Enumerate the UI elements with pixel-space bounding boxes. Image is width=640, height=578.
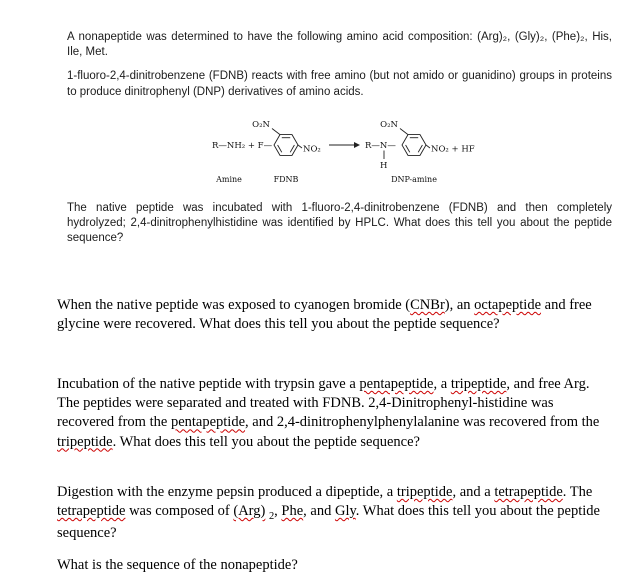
misspelled-word: (Arg) [233, 503, 266, 520]
subscript-two: 2 [268, 511, 275, 523]
text-segment: , and a [452, 483, 495, 500]
question-trypsin [57, 375, 614, 452]
misspelled-word: tetrapeptide [494, 483, 563, 500]
text-segment: , [274, 503, 282, 520]
bond-line [400, 128, 408, 134]
hydrogen-label: H [380, 160, 388, 171]
text-segment: Digestion with the enzyme pepsin produced a dipeptide, a [57, 483, 397, 500]
misspelled-word: tripeptide [450, 375, 507, 392]
double-bond-line [278, 145, 282, 152]
bond-line [298, 145, 302, 148]
text-segment: When the native peptide was exposed to cyanogen bromide ( [57, 297, 411, 314]
nitro-group-label: O₂N [380, 119, 398, 130]
misspelled-word: tetrapeptide [57, 503, 126, 520]
misspelled-word: octapeptide [474, 297, 542, 314]
text-segment: . The [562, 483, 593, 500]
text-segment: . What does this tell you about the peptide sequence? [112, 433, 420, 450]
text-segment: , and 2,4-dinitrophenylphenylalanine was recovered from the [245, 414, 600, 431]
text-segment: was composed of [125, 503, 234, 520]
text-segment: Incubation of the native peptide with trypsin gave a [57, 375, 360, 392]
text-segment: ), an [444, 297, 475, 314]
text-segment: and free glycine were recovered. What does this tell you about the peptide sequence? [57, 297, 592, 333]
misspelled-word: pentapeptide [359, 375, 434, 392]
paragraph-fdnb-experiment: The native peptide was incubated with 1-fluoro-2,4-dinitrobenzene (FDNB) and then completely hydrolyzed; 2,4-dinitrophenylhistidine was identified by HPLC. What does this tell you about the peptide sequence? [67, 201, 612, 245]
dnp-amine-caption: DNP-amine [391, 174, 437, 184]
double-bond-line [406, 145, 410, 152]
text-segment: , a [433, 375, 451, 392]
double-bond-line [418, 145, 422, 152]
misspelled-word: Phe [281, 503, 304, 520]
misspelled-word: tripeptide [396, 483, 453, 500]
question-final: What is the sequence of the nonapeptide? [57, 557, 298, 574]
misspelled-word: tripeptide [57, 433, 113, 450]
product-label: R—N— [365, 140, 396, 151]
double-bond-line [290, 145, 294, 152]
text-segment: , and [303, 503, 335, 520]
question-pepsin [57, 483, 614, 543]
paragraph-composition: A nonapeptide was determined to have the following amino acid composition: (Arg)₂, (Gly)₂, (Phe)₂, His, Ile, Met. [67, 31, 612, 59]
nitro-group-label: O₂N [252, 119, 270, 130]
fdnb-caption: FDNB [273, 174, 299, 184]
misspelled-word: Gly [334, 503, 356, 520]
text-segment: , and free Arg. The peptides were separated and treated with FDNB. 2,4-Dinitrophenyl-histidine was recovered from the [57, 375, 590, 431]
bond-line [272, 128, 280, 134]
bond-line [426, 145, 430, 148]
amine-caption: Amine [216, 174, 242, 184]
nitro-hf-label: NO₂ + HF [431, 144, 475, 155]
paragraph-fdnb-description: 1-fluoro-2,4-dinitrobenzene (FDNB) reacts with free amino (but not amido or guanidino) groups in proteins to produce dinitrophenyl (DNP) derivatives of amino acids. [67, 70, 612, 98]
reactant-label: R—NH₂ + F— [212, 140, 273, 151]
nitro-group-label: NO₂ [303, 144, 321, 155]
document [57, 30, 614, 576]
reaction-scheme-drawing [207, 112, 477, 186]
reaction-arrow-head [354, 142, 360, 148]
question-cnbr [57, 296, 614, 335]
misspelled-word: CNBr [410, 297, 445, 314]
misspelled-word: pentapeptide [170, 414, 246, 431]
text-segment: . What does this tell you about the peptide sequence? [57, 503, 600, 541]
reaction-scheme [207, 112, 614, 191]
